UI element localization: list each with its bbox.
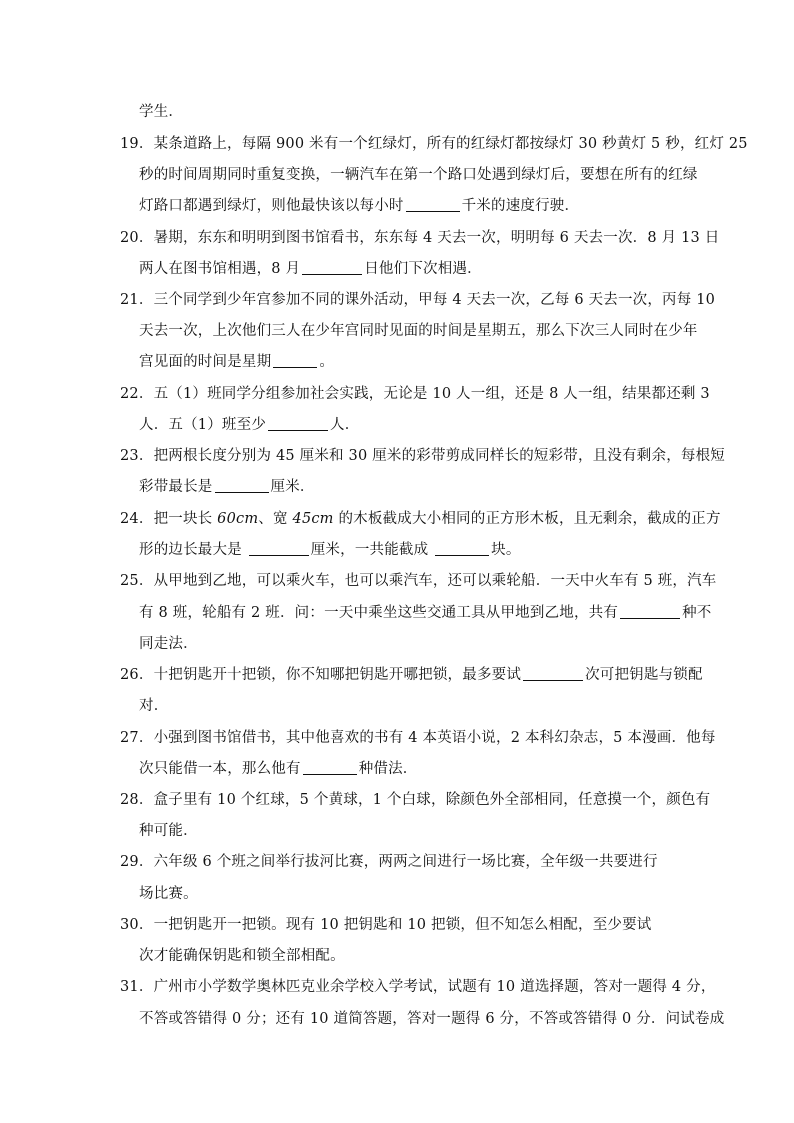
answer-blank[interactable] bbox=[268, 416, 328, 431]
question-number: 30． bbox=[120, 917, 154, 933]
question-28-line-1: 28．盒子里有 10 个红球，5 个黄球，1 个白球，除颜色外全部相同，任意摸一个，颜色有 bbox=[120, 792, 711, 808]
question-24-line-1: 24．把一块长 60cm、宽 45cm 的木板截成大小相同的正方形木板，且无剩余，截成的正方 bbox=[120, 511, 721, 527]
answer-blank[interactable] bbox=[620, 604, 680, 619]
question-number: 22． bbox=[120, 386, 154, 402]
question-number: 21． bbox=[120, 292, 154, 308]
question-19-line-2: 秒的时间周期同时重复变换，一辆汽车在第一个路口处遇到绿灯后，要想在所有的红绿 bbox=[139, 167, 698, 183]
question-number: 26． bbox=[120, 667, 154, 683]
question-29-line-2: 场比赛。 bbox=[139, 886, 198, 902]
question-number: 20． bbox=[120, 230, 154, 246]
question-24-line-2: 形的边长最大是 厘米，一共能截成 块。 bbox=[139, 542, 521, 558]
question-21-line-1: 21．三个同学到少年宫参加不同的课外活动，甲每 4 天去一次，乙每 6 天去一次，丙每 10 bbox=[120, 292, 716, 308]
previous-question-tail: 学生． bbox=[139, 104, 184, 120]
question-25-line-3: 同走法． bbox=[139, 636, 198, 652]
question-22-line-2: 人．五（1）班至少 人． bbox=[139, 417, 360, 433]
question-20-line-2: 两人在图书馆相遇，8 月 日他们下次相遇． bbox=[139, 261, 482, 277]
answer-blank[interactable] bbox=[273, 353, 317, 368]
question-30-line-2: 次才能确保钥匙和锁全部相配。 bbox=[139, 948, 345, 964]
question-number: 29． bbox=[120, 854, 154, 870]
question-number: 23． bbox=[120, 448, 154, 464]
question-21-line-2: 天去一次，上次他们三人在少年宫同时见面的时间是星期五，那么下次三人同时在少年 bbox=[139, 323, 698, 339]
question-22-line-1: 22．五（1）班同学分组参加社会实践，无论是 10 人一组，还是 8 人一组，结果都还剩 3 bbox=[120, 386, 710, 402]
answer-blank[interactable] bbox=[406, 197, 460, 212]
question-31-line-1: 31．广州市小学数学奥林匹克业余学校入学考试，试题有 10 道选择题，答对一题得 4 分， bbox=[120, 979, 716, 995]
answer-blank[interactable] bbox=[249, 541, 309, 556]
question-27-line-2: 次只能借一本，那么他有 种借法． bbox=[139, 761, 418, 777]
question-26-line-1: 26．十把钥匙开十把锁，你不知哪把钥匙开哪把锁，最多要试 次可把钥匙与锁配 bbox=[120, 667, 703, 683]
question-number: 24． bbox=[120, 511, 154, 527]
question-25-line-1: 25．从甲地到乙地，可以乘火车，也可以乘汽车，还可以乘轮船．一天中火车有 5 班，汽车 bbox=[120, 573, 717, 589]
question-28-line-2: 种可能． bbox=[139, 823, 198, 839]
question-number: 28． bbox=[120, 792, 154, 808]
question-23-line-1: 23．把两根长度分别为 45 厘米和 30 厘米的彩带剪成同样长的短彩带，且没有剩余，每根短 bbox=[120, 448, 725, 464]
question-number: 27． bbox=[120, 730, 154, 746]
question-20-line-1: 20．暑期，东东和明明到图书馆看书，东东每 4 天去一次，明明每 6 天去一次．8 月 13 日 bbox=[120, 230, 720, 246]
answer-blank[interactable] bbox=[303, 760, 357, 775]
question-26-line-2: 对． bbox=[139, 698, 169, 714]
question-number: 19． bbox=[120, 136, 154, 152]
question-21-line-3: 宫见面的时间是星期 。 bbox=[139, 354, 335, 370]
question-27-line-1: 27．小强到图书馆借书，其中他喜欢的书有 4 本英语小说，2 本科幻杂志，5 本漫画．他每 bbox=[120, 730, 716, 746]
question-number: 31． bbox=[120, 979, 154, 995]
question-23-line-2: 彩带最长是 厘米． bbox=[139, 479, 315, 495]
question-30-line-1: 30．一把钥匙开一把锁。现有 10 把钥匙和 10 把锁，但不知怎么相配，至少要试 bbox=[120, 917, 652, 933]
question-25-line-2: 有 8 班，轮船有 2 班．问：一天中乘坐这些交通工具从甲地到乙地，共有 种不 bbox=[139, 605, 712, 621]
answer-blank[interactable] bbox=[302, 260, 362, 275]
question-31-line-2: 不答或答错得 0 分；还有 10 道简答题，答对一题得 6 分，不答或答错得 0 分．问试卷成 bbox=[139, 1011, 725, 1027]
question-number: 25． bbox=[120, 573, 154, 589]
question-19-line-1: 19．某条道路上，每隔 900 米有一个红绿灯，所有的红绿灯都按绿灯 30 秒黄灯 5 秒，红灯 25 bbox=[120, 136, 748, 152]
question-29-line-1: 29．六年级 6 个班之间举行拔河比赛，两两之间进行一场比赛，全年级一共要进行 bbox=[120, 854, 658, 870]
answer-blank[interactable] bbox=[523, 666, 583, 681]
answer-blank[interactable] bbox=[215, 478, 269, 493]
answer-blank[interactable] bbox=[435, 541, 489, 556]
question-19-line-3: 灯路口都遇到绿灯，则他最快该以每小时 千米的速度行驶． bbox=[139, 198, 580, 214]
